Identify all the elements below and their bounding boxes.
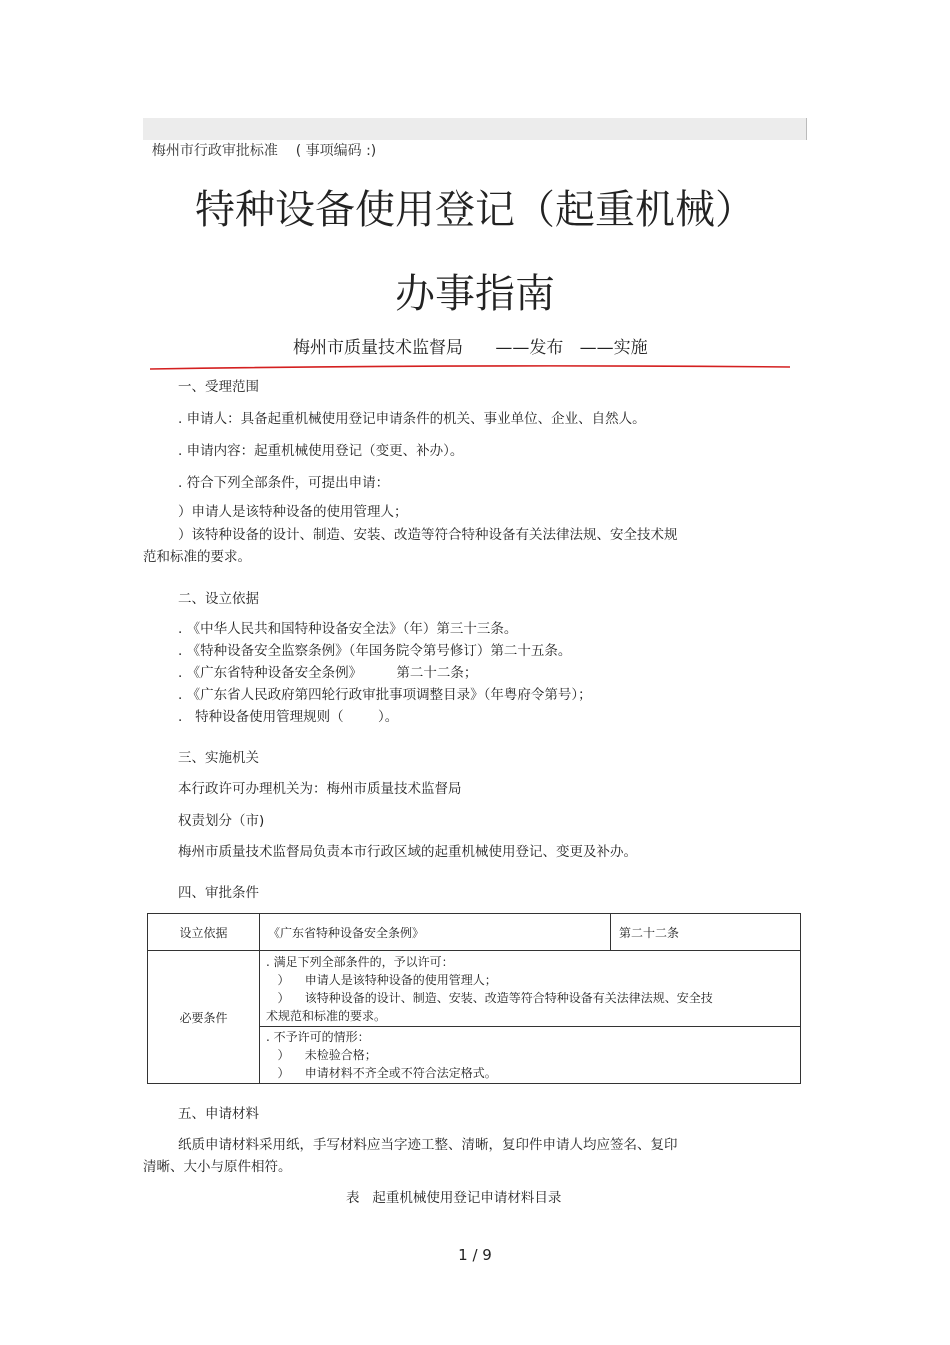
table-cell-basis-article: 第二十二条 — [611, 914, 801, 951]
allow-condition-line: . 满足下列全部条件的，予以许可： — [266, 954, 454, 969]
table-cell-basis-law: 《广东省特种设备安全条例》 — [260, 914, 611, 951]
section-2-line: . 《特种设备安全监察条例》（年国务院令第号修订）第二十五条。 — [178, 643, 572, 659]
section-1-line: . 申请内容：起重机械使用登记（变更、补办）。 — [178, 443, 464, 459]
publisher-line: 梅州市质量技术监督局 ——发布 ——实施 — [293, 338, 648, 358]
red-divider — [150, 362, 790, 372]
section-1-line: . 符合下列全部条件，可提出申请： — [178, 475, 390, 491]
section-3-line: 梅州市质量技术监督局负责本市行政区域的起重机械使用登记、变更及补办。 — [178, 844, 637, 860]
doc-header-bar — [143, 118, 807, 159]
section-2-line: . 特种设备使用管理规则（ ）。 — [178, 709, 399, 725]
table-row — [148, 914, 801, 951]
section-1-heading: 一、受理范围 — [178, 379, 259, 395]
section-1-line: ）申请人是该特种设备的使用管理人； — [178, 504, 408, 520]
allow-condition-line: ） 申请人是该特种设备的使用管理人； — [266, 972, 497, 987]
section-3-heading: 三、实施机关 — [178, 750, 259, 766]
table-row — [148, 951, 801, 1027]
approval-conditions-table — [147, 913, 801, 1084]
table-cell-deny-conditions — [260, 1027, 801, 1084]
section-1-line: ）该特种设备的设计、制造、安装、改造等符合特种设备有关法律法规、安全技术规 — [178, 527, 678, 543]
section-5-heading: 五、申请材料 — [178, 1106, 259, 1122]
section-3-line: 本行政许可办理机关为：梅州市质量技术监督局 — [178, 781, 462, 797]
table-cell-basis-label: 设立依据 — [148, 914, 260, 951]
deny-condition-line: . 不予许可的情形： — [266, 1030, 370, 1044]
page-number: 1 / 9 — [458, 1246, 492, 1264]
section-5-line: 纸质申请材料采用纸，手写材料应当字迹工整、清晰，复印件申请人均应签名、复印 — [178, 1137, 678, 1153]
deny-condition-line: ） 申请材料不齐全或不符合法定格式。 — [266, 1066, 497, 1080]
doc-header-label: 梅州市行政审批标准 ( 事项编码 :) — [151, 143, 377, 159]
table-cell-conditions-label: 必要条件 — [148, 951, 260, 1084]
allow-condition-line: ） 该特种设备的设计、制造、安装、改造等符合特种设备有关法律法规、安全技 — [266, 990, 713, 1005]
section-2-line: . 《广东省人民政府第四轮行政审批事项调整目录》（年粤府令第号）； — [178, 687, 592, 703]
section-3-line: 权责划分（市) — [178, 813, 265, 829]
deny-condition-line: ） 未检验合格； — [266, 1048, 377, 1062]
allow-condition-line: 术规范和标准的要求。 — [266, 1008, 387, 1023]
doc-subtitle: 办事指南 — [395, 271, 555, 317]
section-5-line: 清晰、大小与原件相符。 — [143, 1159, 292, 1175]
section-1-line: 范和标准的要求。 — [143, 549, 251, 565]
section-2-line: . 《广东省特种设备安全条例》 第二十二条； — [178, 665, 478, 681]
doc-title: 特种设备使用登记（起重机械） — [195, 187, 755, 233]
table-cell-allow-conditions — [260, 951, 801, 1027]
materials-table-caption: 表 起重机械使用登记申请材料目录 — [346, 1190, 562, 1206]
section-4-heading: 四、审批条件 — [178, 885, 259, 901]
section-2-heading: 二、设立依据 — [178, 591, 259, 607]
section-1-line: . 申请人：具备起重机械使用登记申请条件的机关、事业单位、企业、自然人。 — [178, 411, 646, 427]
section-2-line: . 《中华人民共和国特种设备安全法》（年）第三十三条。 — [178, 621, 518, 637]
